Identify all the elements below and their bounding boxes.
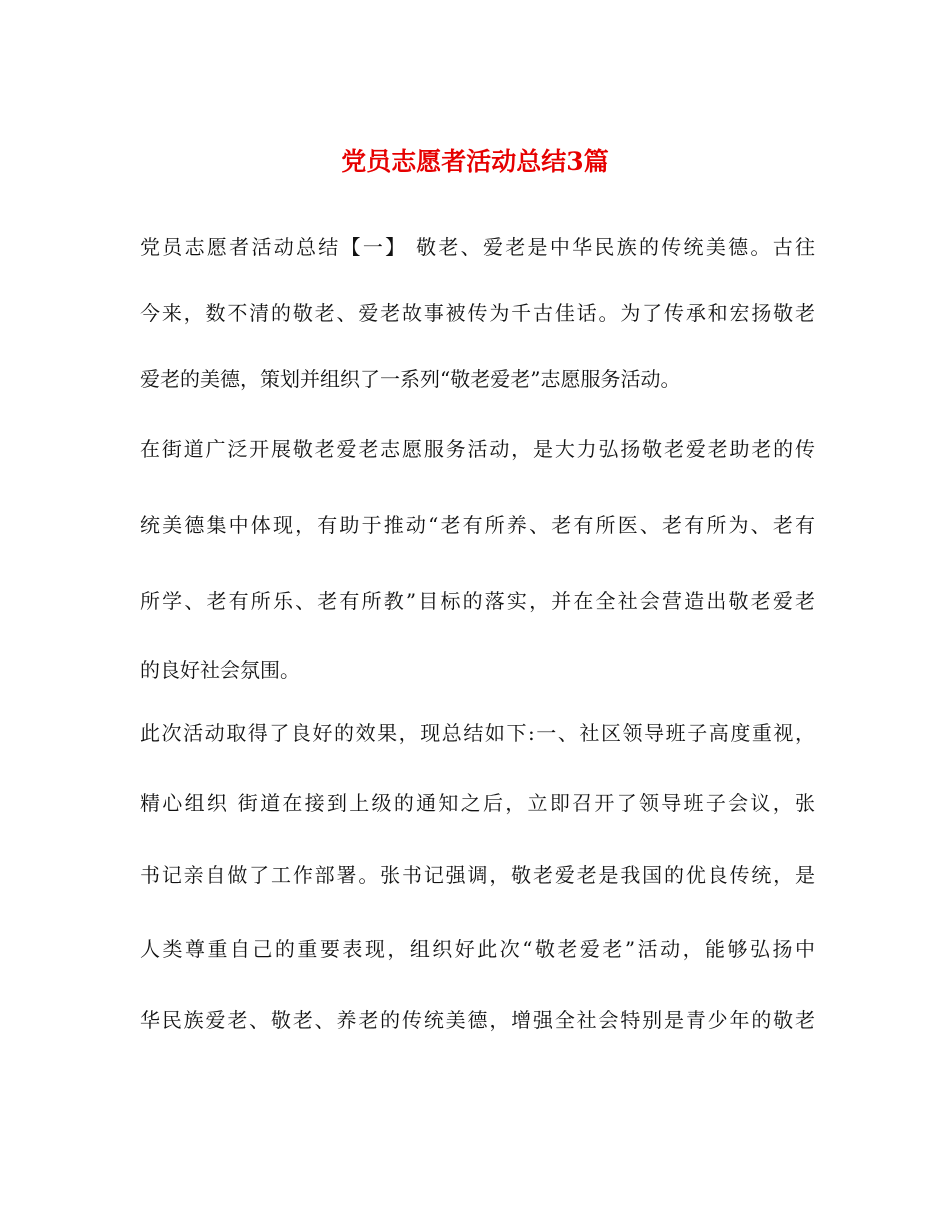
paragraph-line: 在街道广泛开展敬老爱老志愿服务活动，是大力弘扬敬老爱老助老的传 <box>140 437 815 461</box>
paragraph-line: 的良好社会氛围。 <box>140 658 300 682</box>
paragraph-line: 所学、老有所乐、老有所教”目标的落实，并在全社会营造出敬老爱老 <box>140 589 815 613</box>
paragraph-line: 今来，数不清的敬老、爱老故事被传为千古佳话。为了传承和宏扬敬老 <box>140 301 815 325</box>
paragraph-line: 爱老的美德，策划并组织了一系列“敬老爱老”志愿服务活动。 <box>140 367 681 391</box>
paragraph-line: 党员志愿者活动总结【一】 敬老、爱老是中华民族的传统美德。古往 <box>140 235 815 259</box>
paragraph-line: 书记亲自做了工作部署。张书记强调，敬老爱老是我国的优良传统，是 <box>140 863 815 887</box>
paragraph-line: 精心组织 街道在接到上级的通知之后，立即召开了领导班子会议，张 <box>140 791 815 815</box>
paragraph-line: 华民族爱老、敬老、养老的传统美德，增强全社会特别是青少年的敬老 <box>140 1008 815 1032</box>
paragraph-line: 统美德集中体现，有助于推动“老有所养、老有所医、老有所为、老有 <box>140 513 815 537</box>
paragraph-line: 人类尊重自己的重要表现，组织好此次“敬老爱老”活动，能够弘扬中 <box>140 937 815 961</box>
document-title: 党员志愿者活动总结3篇 <box>341 147 609 176</box>
paragraph-line: 此次活动取得了良好的效果，现总结如下:一、社区领导班子高度重视， <box>140 721 815 745</box>
